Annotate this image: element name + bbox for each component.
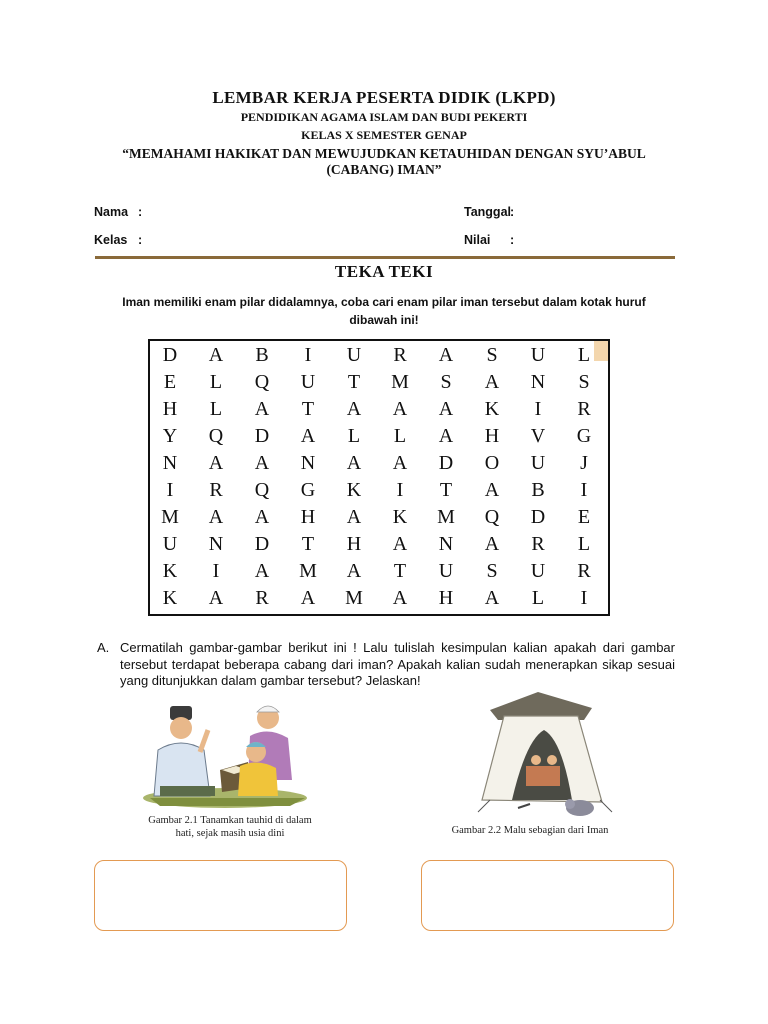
- grid-letter: A: [254, 452, 270, 474]
- grid-letter: U: [530, 560, 546, 582]
- grid-letter: A: [254, 560, 270, 582]
- tanggal-label: Tanggal: [464, 205, 511, 219]
- grid-letter: E: [577, 506, 591, 528]
- grid-letter: A: [392, 533, 408, 555]
- grid-letter: A: [254, 398, 270, 420]
- subject-title: PENDIDIKAN AGAMA ISLAM DAN BUDI PEKERTI: [240, 110, 528, 124]
- grid-letter: N: [438, 533, 454, 555]
- grid-letter: S: [486, 560, 498, 582]
- class-title: KELAS X SEMESTER GENAP: [301, 128, 467, 142]
- grid-letter: A: [346, 452, 362, 474]
- grid-letter: A: [392, 452, 408, 474]
- nilai-label: Nilai: [464, 233, 491, 247]
- grid-letter: D: [530, 506, 546, 528]
- grid-letter: S: [486, 344, 498, 366]
- grid-letter: U: [530, 452, 546, 474]
- grid-letter: A: [392, 398, 408, 420]
- puzzle-instruction: Iman memiliki enam pilar didalamnya, coba cari enam pilar iman tersebut dalam kotak huruf dibawah ini!: [122, 295, 646, 327]
- grid-letter: B: [255, 344, 269, 366]
- grid-letter: A: [346, 506, 362, 528]
- answer-box-figure-2[interactable]: [421, 860, 674, 931]
- grid-letter: U: [346, 344, 362, 366]
- grid-letter: L: [209, 398, 223, 420]
- grid-letter: H: [346, 533, 362, 555]
- grid-letter: A: [208, 587, 224, 609]
- topic-title: “MEMAHAMI HAKIKAT DAN MEWUJUDKAN KETAUHIDAN DENGAN SYU’ABUL (CABANG) IMAN”: [122, 146, 646, 177]
- grid-letter: M: [391, 371, 409, 393]
- grid-letter: N: [530, 371, 546, 393]
- grid-letter: L: [393, 425, 407, 447]
- grid-letter: N: [162, 452, 178, 474]
- answer-box-figure-1[interactable]: [94, 860, 347, 931]
- grid-letter: L: [347, 425, 361, 447]
- kelas-colon: :: [138, 233, 143, 247]
- grid-letter: I: [166, 479, 174, 501]
- grid-letter: L: [209, 371, 223, 393]
- figure-1-caption-line2: hati, sejak masih usia dini: [175, 828, 285, 839]
- grid-letter: H: [300, 506, 316, 528]
- grid-letter: U: [530, 344, 546, 366]
- grid-letter: L: [577, 344, 591, 366]
- grid-letter: B: [531, 479, 545, 501]
- grid-letter: H: [162, 398, 178, 420]
- grid-letter: A: [346, 560, 362, 582]
- grid-letter: T: [301, 533, 315, 555]
- word-search-grid: [148, 339, 610, 616]
- figure-2-caption: Gambar 2.2 Malu sebagian dari Iman: [451, 825, 609, 836]
- grid-letter: K: [162, 560, 178, 582]
- grid-letter: I: [580, 587, 588, 609]
- grid-letter: S: [578, 371, 590, 393]
- grid-letter: U: [162, 533, 178, 555]
- grid-letter: Y: [162, 425, 178, 447]
- grid-letter: Q: [254, 371, 270, 393]
- grid-letter: D: [254, 533, 270, 555]
- grid-letter: K: [162, 587, 178, 609]
- grid-letter: A: [438, 344, 454, 366]
- grid-letter: R: [393, 344, 407, 366]
- grid-letter: T: [301, 398, 315, 420]
- figure-tauhid-illustration: [140, 700, 320, 812]
- header-divider: [95, 256, 675, 259]
- grid-letter: R: [531, 533, 545, 555]
- grid-letter: J: [580, 452, 588, 474]
- grid-letter: Q: [484, 506, 500, 528]
- grid-letter: A: [300, 587, 316, 609]
- grid-letter: A: [392, 587, 408, 609]
- document-title: LEMBAR KERJA PESERTA DIDIK (LKPD): [212, 88, 556, 107]
- figure-1-caption-line1: Gambar 2.1 Tanamkan tauhid di dalam: [148, 815, 312, 826]
- grid-letter: U: [438, 560, 454, 582]
- grid-letter: L: [577, 533, 591, 555]
- grid-letter: D: [438, 452, 454, 474]
- grid-letter: I: [580, 479, 588, 501]
- grid-letter: D: [254, 425, 270, 447]
- grid-letter: H: [438, 587, 454, 609]
- grid-letter: G: [576, 425, 592, 447]
- grid-letter: A: [484, 533, 500, 555]
- nilai-colon: :: [510, 233, 515, 247]
- puzzle-heading: TEKA TEKI: [334, 262, 434, 281]
- grid-letter: A: [208, 344, 224, 366]
- grid-letter: A: [300, 425, 316, 447]
- grid-letter: E: [163, 371, 177, 393]
- grid-letter: K: [346, 479, 362, 501]
- grid-letter: S: [440, 371, 452, 393]
- grid-letter: A: [484, 371, 500, 393]
- grid-letter: D: [162, 344, 178, 366]
- grid-letter: H: [484, 425, 500, 447]
- question-text: Cermatilah gambar-gambar berikut ini ! Lalu tulislah kesimpulan kalian apakah dari gambar tersebut terdapat beberapa cabang dari iman? Apakah kalian sudah menerapkan sikap sesuai yang ditunjukkan dalam gambar tersebut? Jelaskan!: [120, 640, 675, 688]
- grid-letter: M: [299, 560, 317, 582]
- grid-letter: U: [300, 371, 316, 393]
- grid-letter: Q: [254, 479, 270, 501]
- grid-letter: T: [439, 479, 453, 501]
- nama-label: Nama: [94, 205, 129, 219]
- grid-letter: A: [346, 398, 362, 420]
- figure-tent-illustration: [460, 690, 620, 820]
- grid-letter: M: [345, 587, 363, 609]
- grid-letter: A: [438, 398, 454, 420]
- figure-1-caption: [135, 814, 325, 840]
- grid-letter: R: [255, 587, 269, 609]
- grid-letter: M: [161, 506, 179, 528]
- grid-letter: A: [484, 479, 500, 501]
- grid-letter: R: [577, 560, 591, 582]
- grid-letter: T: [347, 371, 361, 393]
- grid-letter: M: [437, 506, 455, 528]
- grid-letter: I: [304, 344, 312, 366]
- grid-letter: A: [208, 452, 224, 474]
- grid-letter: A: [254, 506, 270, 528]
- grid-letter: A: [438, 425, 454, 447]
- grid-letter: A: [484, 587, 500, 609]
- question-marker: A.: [97, 640, 110, 655]
- grid-letter: I: [212, 560, 220, 582]
- grid-letter: G: [300, 479, 316, 501]
- grid-letter: L: [531, 587, 545, 609]
- grid-letter: R: [577, 398, 591, 420]
- kelas-label: Kelas: [94, 233, 128, 247]
- grid-letter: R: [209, 479, 223, 501]
- grid-letter: Q: [208, 425, 224, 447]
- grid-letter: K: [392, 506, 408, 528]
- grid-letter: V: [530, 425, 546, 447]
- grid-letter: A: [208, 506, 224, 528]
- grid-letter: O: [484, 452, 500, 474]
- grid-letter: K: [484, 398, 500, 420]
- grid-letter: T: [393, 560, 407, 582]
- grid-letter: N: [208, 533, 224, 555]
- grid-letter: I: [534, 398, 542, 420]
- nama-colon: :: [138, 205, 143, 219]
- grid-letter: N: [300, 452, 316, 474]
- grid-letter: I: [396, 479, 404, 501]
- tanggal-colon: :: [510, 205, 515, 219]
